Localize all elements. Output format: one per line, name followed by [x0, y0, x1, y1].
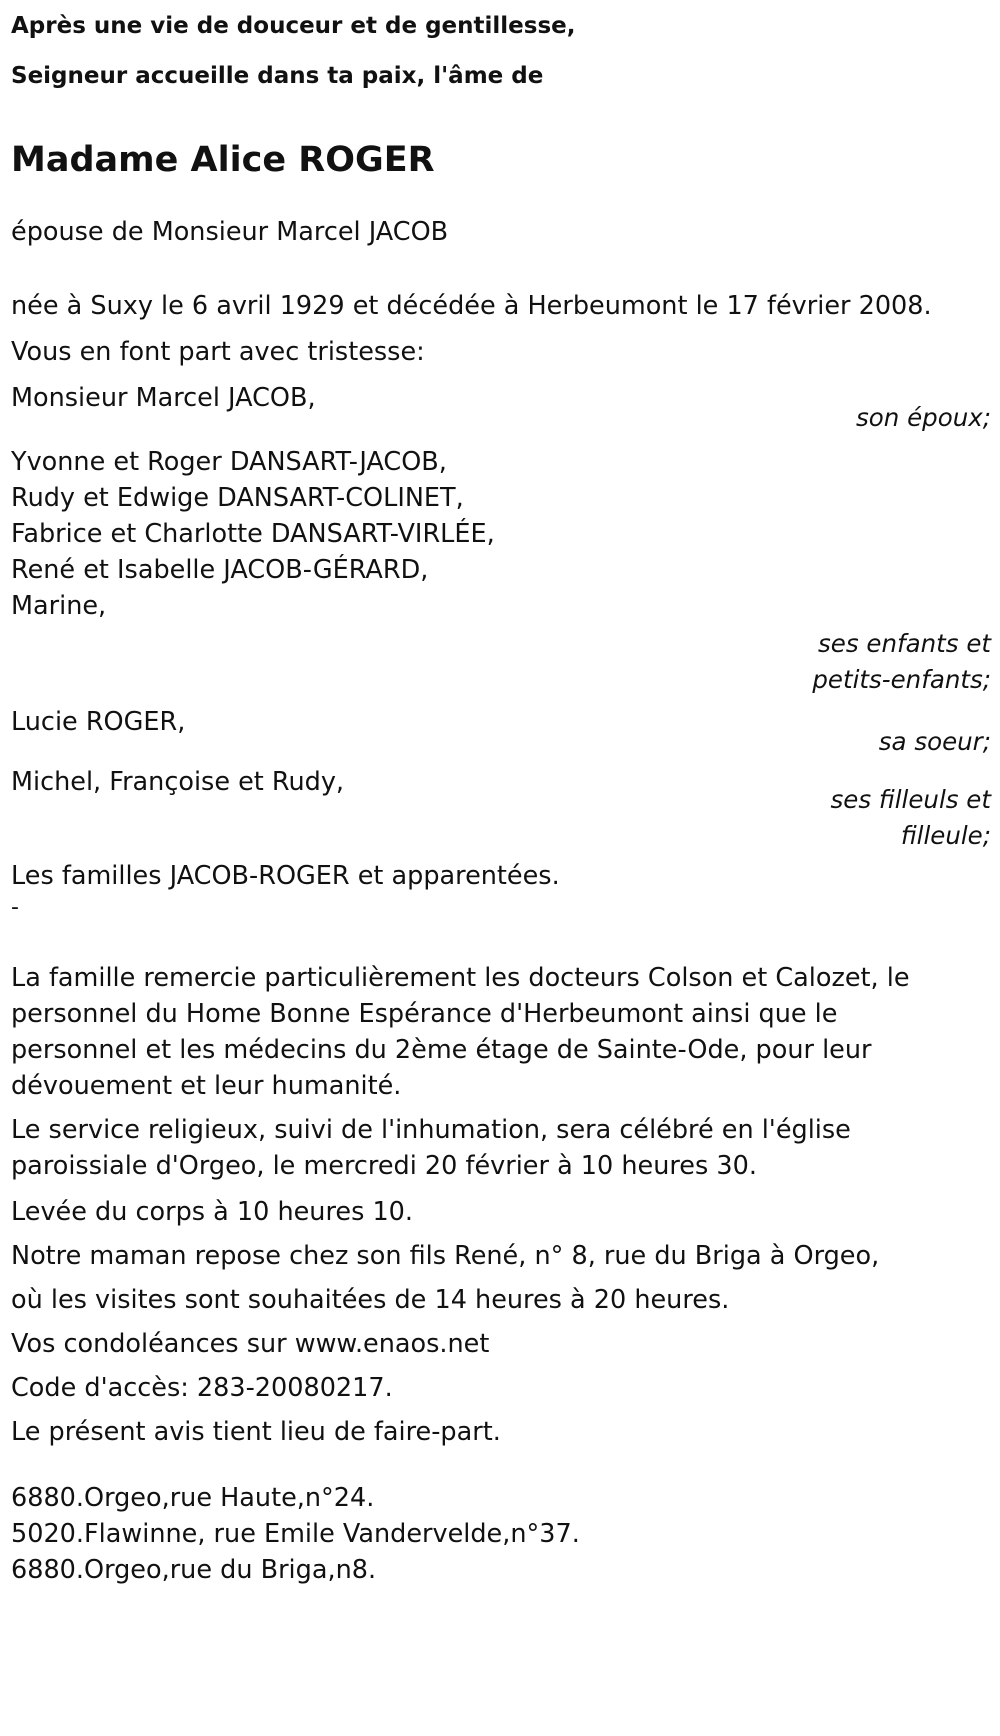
- address-line: 6880.Orgeo,rue Haute,n°24.: [11, 1483, 375, 1513]
- spouse-line: épouse de Monsieur Marcel JACOB: [11, 217, 449, 247]
- member-name: Monsieur Marcel JACOB,: [11, 383, 316, 413]
- group-members: [11, 444, 991, 624]
- visits-line: où les visites sont souhaitées de 14 heures à 20 heures.: [11, 1285, 730, 1315]
- member-name: Rudy et Edwige DANSART-COLINET,: [11, 483, 464, 513]
- address-line: 5020.Flawinne, rue Emile Vandervelde,n°37.: [11, 1519, 580, 1549]
- address-line: 6880.Orgeo,rue du Briga,n8.: [11, 1555, 377, 1585]
- member-name: Michel, Françoise et Rudy,: [11, 767, 345, 797]
- relation-label: petits-enfants;: [812, 665, 991, 694]
- member-name: Marine,: [11, 591, 107, 621]
- condolences-line: Vos condoléances sur www.enaos.net: [11, 1329, 490, 1359]
- service-line: paroissiale d'Orgeo, le mercredi 20 février à 10 heures 30.: [11, 1151, 757, 1181]
- obituary-column: [11, 8, 991, 1588]
- mourner-group-spouse: [11, 378, 991, 438]
- families-line: Les familles JACOB-ROGER et apparentées.: [11, 861, 560, 891]
- notice-line: Le présent avis tient lieu de faire-part.: [11, 1417, 501, 1447]
- mourner-group-children: [11, 444, 991, 698]
- member-name: Yvonne et Roger DANSART-JACOB,: [11, 447, 447, 477]
- announce-line: Vous en font part avec tristesse:: [11, 337, 425, 367]
- thanks-line: personnel du Home Bonne Espérance d'Herbeumont ainsi que le: [11, 999, 838, 1029]
- service-line: Le service religieux, suivi de l'inhumation, sera célébré en l'église: [11, 1115, 851, 1145]
- thanks-line: La famille remercie particulièrement les docteurs Colson et Calozet, le: [11, 963, 910, 993]
- thanks-paragraph: [11, 960, 991, 1104]
- relation-label: sa soeur;: [878, 727, 991, 756]
- service-paragraph: [11, 1112, 991, 1184]
- member-name: Lucie ROGER,: [11, 707, 186, 737]
- intro-line-2: Seigneur accueille dans ta paix, l'âme de: [11, 63, 544, 89]
- repose-line: Notre maman repose chez son fils René, n° 8, rue du Briga à Orgeo,: [11, 1241, 880, 1271]
- separator-dash: -: [11, 895, 19, 920]
- intro-line-1: Après une vie de douceur et de gentillesse,: [11, 13, 576, 39]
- access-code-line: Code d'accès: 283-20080217.: [11, 1373, 393, 1403]
- addresses-block: [11, 1480, 991, 1588]
- mourner-group-godchildren: [11, 762, 991, 854]
- relation-label: filleule;: [900, 821, 991, 850]
- birth-death-line: née à Suxy le 6 avril 1929 et décédée à Herbeumont le 17 février 2008.: [11, 291, 932, 321]
- relation-label: son époux;: [856, 403, 991, 432]
- relation-label: ses filleuls et: [830, 785, 991, 814]
- thanks-line: dévouement et leur humanité.: [11, 1071, 402, 1101]
- member-name: René et Isabelle JACOB-GÉRARD,: [11, 555, 429, 585]
- mourner-group-sister: [11, 702, 991, 762]
- relation-label: ses enfants et: [818, 629, 991, 658]
- group-relation: [11, 626, 991, 698]
- deceased-name: Madame Alice ROGER: [11, 140, 435, 180]
- thanks-line: personnel et les médecins du 2ème étage de Sainte-Ode, pour leur: [11, 1035, 872, 1065]
- member-name: Fabrice et Charlotte DANSART-VIRLÉE,: [11, 519, 495, 549]
- levee-line: Levée du corps à 10 heures 10.: [11, 1197, 414, 1227]
